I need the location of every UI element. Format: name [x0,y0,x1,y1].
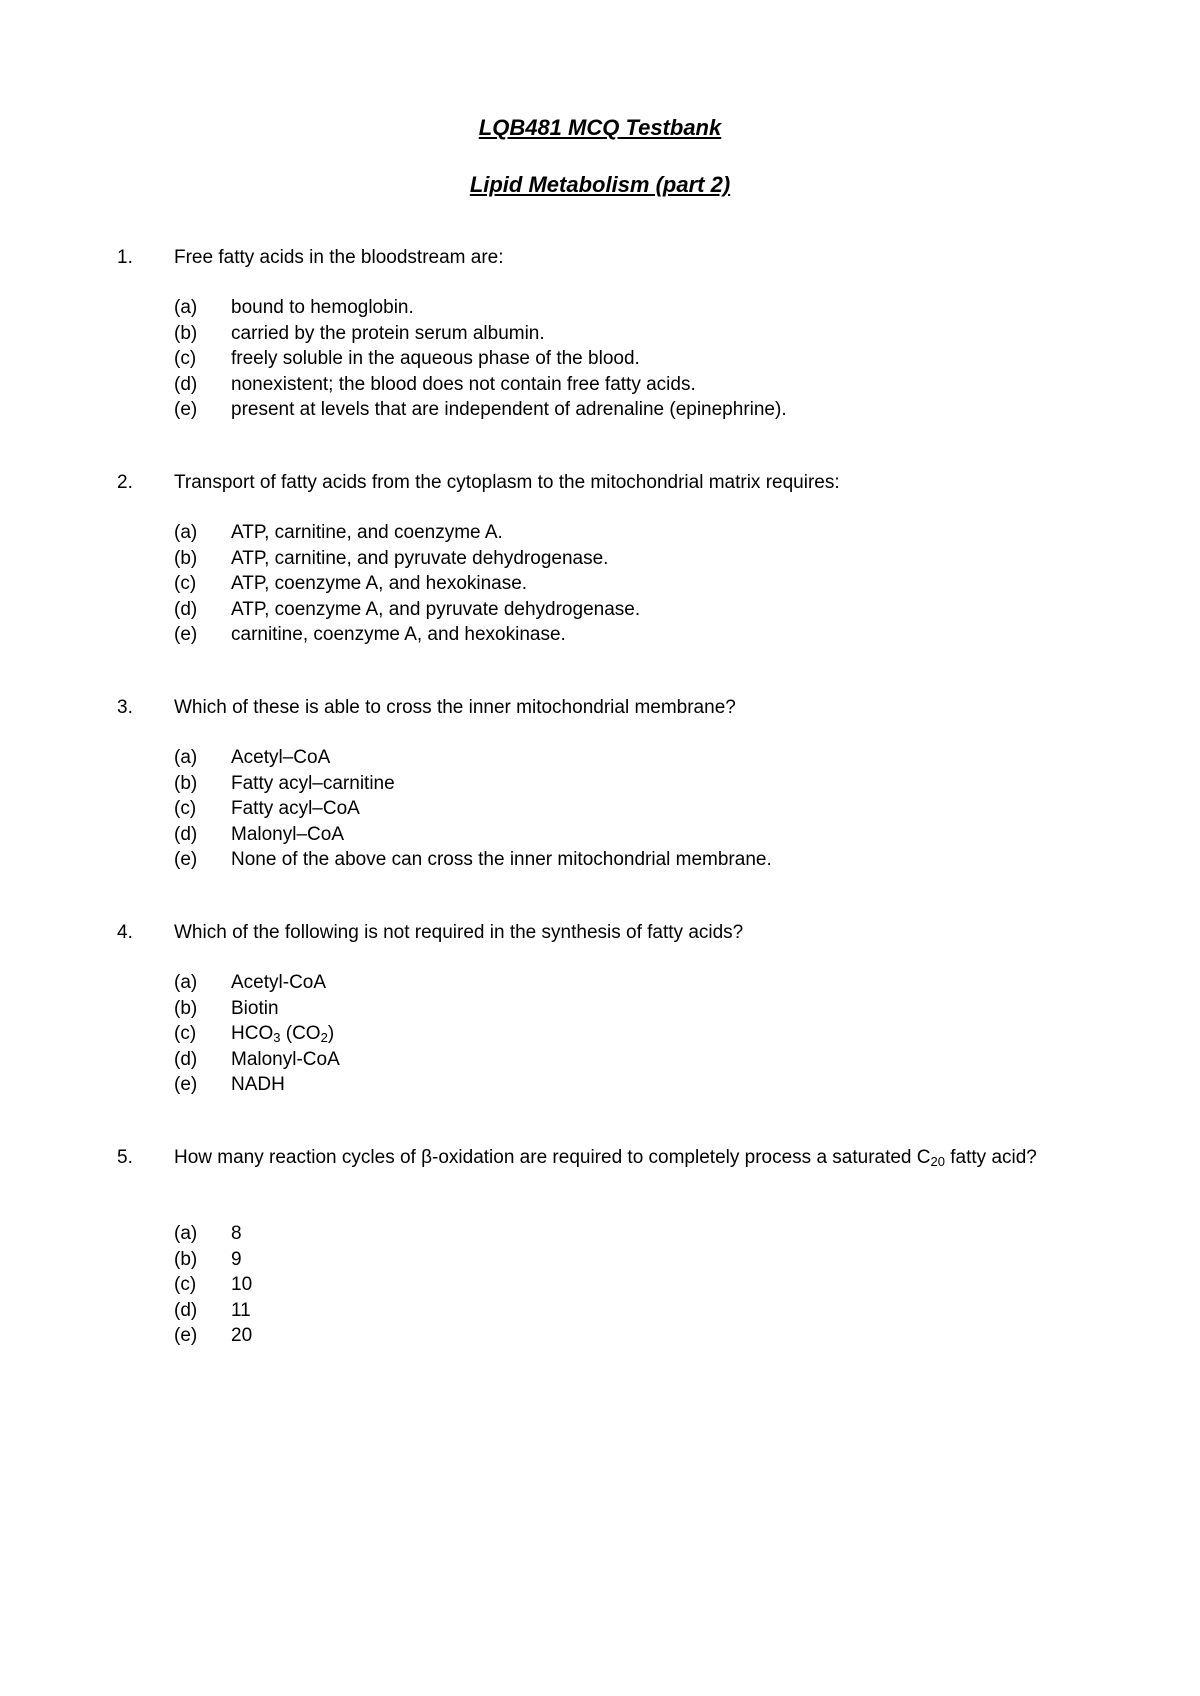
option-c [0,346,1200,372]
option-list [0,520,1200,648]
option-text: ATP, coenzyme A, and hexokinase. [231,573,528,594]
option-b [0,771,1200,797]
option-c [0,571,1200,597]
formula-subscript: 3 [273,1030,281,1045]
option-label: (c) [174,1274,197,1295]
option-text: carnitine, coenzyme A, and hexokinase. [231,624,566,645]
option-d [0,372,1200,398]
option-label: (b) [174,772,198,794]
option-b [0,1247,1200,1273]
option-e [0,847,1200,873]
option-d [0,1298,1200,1324]
question-text: Which of these is able to cross the inner mitochondrial membrane? [174,697,736,718]
option-label: (a) [174,297,198,318]
option-text: Malonyl–CoA [231,823,344,845]
option-text: nonexistent; the blood does not contain free fatty acids. [231,373,696,395]
option-text: ATP, carnitine, and coenzyme A. [231,522,503,543]
formula-part: HCO [231,1023,274,1044]
option-text: None of the above can cross the inner mitochondrial membrane. [231,849,772,870]
formula-part: ) [327,1023,335,1044]
question-number: 3. [117,697,133,718]
option-text: Fatty acyl–carnitine [231,772,395,794]
option-e [0,622,1200,648]
option-c [0,1272,1200,1298]
option-label: (b) [174,997,198,1019]
document-title: LQB481 MCQ Testbank [478,115,722,140]
option-label: (c) [174,1023,197,1044]
option-text: freely soluble in the aqueous phase of the blood. [231,348,640,369]
option-text: present at levels that are independent of adrenaline (epinephrine). [231,399,787,420]
option-list [0,1221,1200,1349]
option-text: Fatty acyl–CoA [231,798,360,819]
option-label: (c) [174,573,197,594]
option-text: 9 [231,1248,242,1270]
option-text [231,1021,334,1047]
option-label: (b) [174,1248,198,1270]
option-list [0,295,1200,423]
option-label: (a) [174,972,198,993]
option-a [0,745,1200,771]
option-e [0,397,1200,423]
option-text: Malonyl-CoA [231,1048,340,1070]
option-e [0,1323,1200,1349]
option-label: (d) [174,373,198,395]
option-text: 20 [231,1325,253,1346]
option-b [0,321,1200,347]
question-text: Free fatty acids in the bloodstream are: [174,247,504,268]
formula-part: (CO [280,1023,321,1044]
option-text: ATP, coenzyme A, and pyruvate dehydrogenase. [231,598,641,620]
option-label: (a) [174,1223,198,1244]
option-d [0,597,1200,623]
option-label: (a) [174,747,198,768]
option-text: Acetyl-CoA [231,972,327,993]
question-text [174,1145,1084,1171]
formula-subscript: 2 [320,1030,328,1045]
option-label: (a) [174,522,198,543]
option-b [0,546,1200,572]
option-text: 11 [231,1299,251,1321]
option-e [0,1072,1200,1098]
option-a [0,520,1200,546]
option-label: (b) [174,322,198,344]
option-c [0,796,1200,822]
question-text-part: fatty acid? [944,1147,1037,1168]
option-c [0,1021,1200,1047]
option-a [0,970,1200,996]
option-text: bound to hemoglobin. [231,297,414,318]
question-number: 4. [117,922,133,943]
option-text: carried by the protein serum albumin. [231,322,545,344]
question-number: 5. [117,1147,133,1168]
option-label: (c) [174,798,197,819]
option-label: (d) [174,598,198,620]
question-text: Transport of fatty acids from the cytoplasm to the mitochondrial matrix requires: [174,472,840,493]
option-label: (b) [174,547,198,569]
option-label: (d) [174,1048,198,1070]
option-label: (e) [174,1074,198,1095]
question-number: 1. [117,247,133,268]
option-a [0,295,1200,321]
option-text: NADH [231,1074,285,1095]
option-label: (d) [174,1299,198,1321]
option-label: (e) [174,399,198,420]
option-label: (d) [174,823,198,845]
option-d [0,1047,1200,1073]
option-b [0,996,1200,1022]
question-text: Which of the following is not required in the synthesis of fatty acids? [174,922,744,943]
carbon-count-subscript: 20 [930,1154,945,1169]
option-label: (e) [174,1325,198,1346]
option-text: 10 [231,1274,253,1295]
option-text: 8 [231,1223,242,1244]
option-label: (c) [174,348,197,369]
question-number: 2. [117,472,133,493]
question-text-part: How many reaction cycles of β-oxidation are required to completely process a saturated C [174,1147,931,1168]
document-subtitle: Lipid Metabolism (part 2) [469,172,731,197]
option-text: Biotin [231,997,279,1019]
option-label: (e) [174,849,198,870]
option-list [0,745,1200,873]
option-d [0,822,1200,848]
option-text: Acetyl–CoA [231,747,331,768]
option-label: (e) [174,624,198,645]
option-a [0,1221,1200,1247]
option-list [0,970,1200,1098]
option-text: ATP, carnitine, and pyruvate dehydrogenase. [231,547,609,569]
